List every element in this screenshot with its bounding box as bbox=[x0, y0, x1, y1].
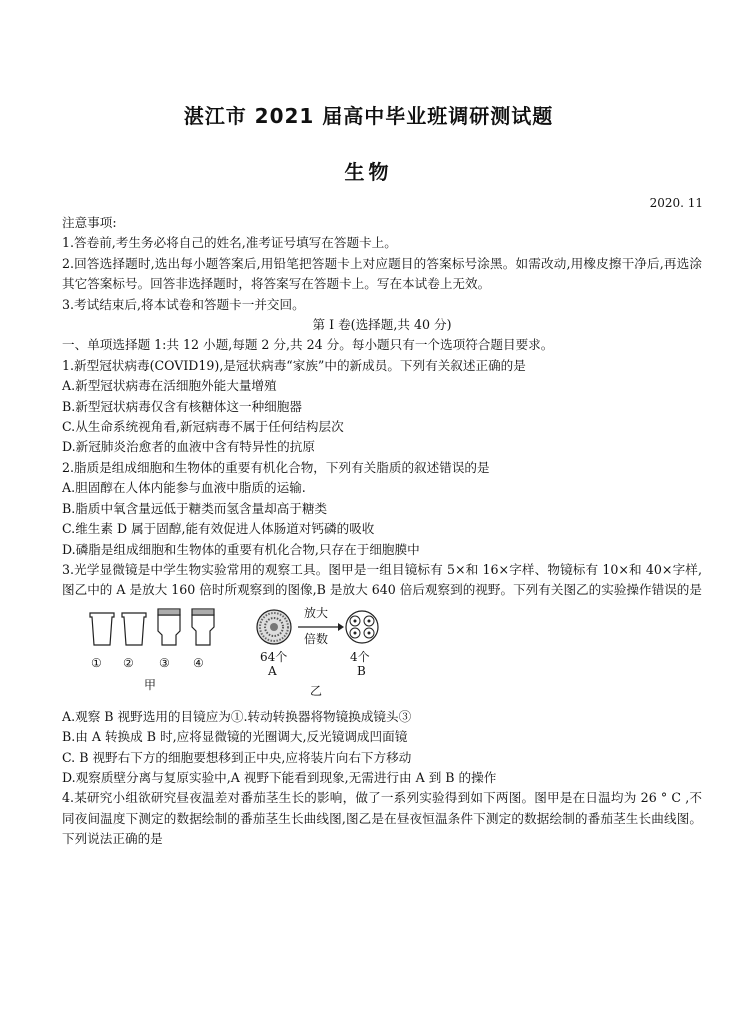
question-2-stem: 2.脂质是组成细胞和生物体的重要有机化合物，下列有关脂质的叙述错误的是 bbox=[62, 459, 490, 475]
objective-3-icon bbox=[158, 609, 180, 645]
question-1-option-d: D.新冠肺炎治愈者的血液中含有特异性的抗原 bbox=[62, 439, 315, 455]
question-3-option-c: C. B 视野右下方的细胞要想移到正中央,应将装片向右下方移动 bbox=[62, 749, 412, 765]
field-a-count: 64个 bbox=[260, 649, 288, 664]
eyepiece-1-icon bbox=[90, 613, 114, 645]
arrow-label-top: 放大 bbox=[304, 605, 329, 620]
exam-body bbox=[62, 213, 702, 850]
question-2-option-c: C.维生素 D 属于固醇,能有效促进人体肠道对钙磷的吸收 bbox=[62, 521, 375, 537]
notice-item-2: 2.回答选择题时,选出每小题答案后,用铅笔把答题卡上对应题目的答案标号涂黑。如需改动,用橡皮擦干净后,再选涂其它答案标号。回答非选择题时，将答案写在答题卡上。写在本试卷上无效。 bbox=[62, 255, 702, 292]
section-title: 第 I 卷(选择题,共 40 分) bbox=[312, 317, 452, 333]
question-4-stem: 4.某研究小组欲研究昼夜温差对番茄茎生长的影响，做了一系列实验得到如下两图。图甲是在日温均为 26 ° C ,不同夜间温度下测定的数据绘制的番茄茎生长曲线图,图乙是在昼夜恒温条件下测定的数据绘制的番茄茎生长曲线图。下列说法正确的是 bbox=[62, 790, 702, 847]
question-1-stem: 1.新型冠状病毒(COVID19),是冠状病毒“家族”中的新成员。下列有关叙述正确的是 bbox=[62, 357, 526, 373]
question-2-option-a: A.胆固醇在人体内能参与血液中脂质的运输. bbox=[62, 480, 306, 496]
question-3-stem: 3.光学显微镜是中学生物实验常用的观察工具。图甲是一组目镜标有 5×和 16×字样、物镜标有 10×和 40×字样,图乙中的 A 是放大 160 倍时所观察到的图像,B 是放大 640 倍后观察到的视野。下列有关图乙的实验操作错误的是 bbox=[62, 561, 702, 598]
objective-4-icon bbox=[192, 609, 214, 645]
question-1-option-c: C.从生命系统视角看,新冠病毒不属于任何结构层次 bbox=[62, 419, 344, 435]
lens-label-4: ④ bbox=[193, 655, 204, 670]
figure-yi-views bbox=[252, 605, 452, 705]
notice-item-1: 1.答卷前,考生务必将自己的姓名,准考证号填写在答题卡上。 bbox=[62, 235, 397, 251]
subject-title: 生物 bbox=[344, 160, 393, 184]
field-b-icon bbox=[346, 611, 378, 643]
question-2-option-d: D.磷脂是组成细胞和生物体的重要有机化合物,只存在于细胞膜中 bbox=[62, 541, 420, 557]
question-2-option-b: B.脂质中氧含量远低于糖类而氢含量却高于糖类 bbox=[62, 500, 328, 516]
exam-title: 湛江市 2021 届高中毕业班调研测试题 bbox=[183, 104, 554, 128]
figure-jia-caption: 甲 bbox=[144, 677, 157, 692]
exam-date: 2020. 11 bbox=[649, 196, 703, 210]
question-1-option-b: B.新型冠状病毒仅含有核糖体这一种细胞器 bbox=[62, 398, 302, 414]
question-3-figure bbox=[62, 605, 702, 705]
eyepiece-2-icon bbox=[122, 613, 146, 645]
figure-yi-caption: 乙 bbox=[310, 683, 323, 698]
section-instruction: 一、单项选择题 1:共 12 小题,每题 2 分,共 24 分。每小题只有一个选项符合题目要求。 bbox=[62, 337, 554, 353]
lens-label-3: ③ bbox=[159, 655, 170, 670]
field-b-letter: B bbox=[357, 663, 366, 678]
question-3-option-b: B.由 A 转换成 B 时,应将显微镜的光圈调大,反光镜调成凹面镜 bbox=[62, 729, 408, 745]
notice-heading: 注意事项: bbox=[62, 215, 117, 230]
question-3-option-d: D.观察质壁分离与复原实验中,A 视野下能看到现象,无需进行由 A 到 B 的操作 bbox=[62, 769, 497, 785]
arrow-label-bottom: 倍数 bbox=[304, 631, 329, 646]
field-b-count: 4个 bbox=[350, 649, 370, 664]
lens-label-1: ① bbox=[91, 655, 102, 670]
notice-item-3: 3.考试结束后,将本试卷和答题卡一并交回。 bbox=[62, 296, 305, 312]
field-a-icon bbox=[257, 610, 291, 644]
lens-label-2: ② bbox=[123, 655, 134, 670]
question-3-option-a: A.观察 B 视野选用的目镜应为①.转动转换器将物镜换成镜头③ bbox=[62, 708, 412, 724]
question-1-option-a: A.新型冠状病毒在活细胞外能大量增殖 bbox=[62, 378, 277, 394]
field-a-letter: A bbox=[268, 663, 277, 678]
